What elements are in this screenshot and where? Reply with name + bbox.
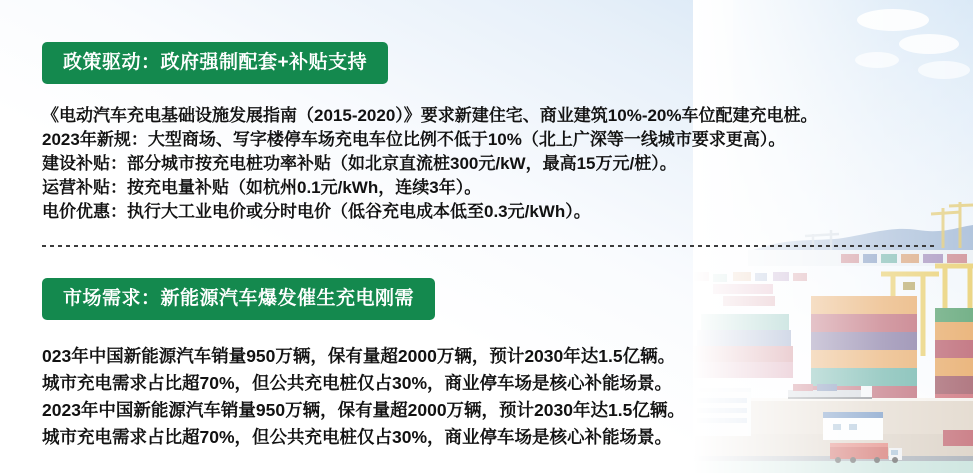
- market-section: [42, 278, 685, 451]
- market-text: [42, 343, 685, 451]
- policy-line-5: 电价优惠：执行大工业电价或分时电价（低谷充电成本低至0.3元/kWh）。: [42, 202, 591, 221]
- market-line-1: 023年中国新能源汽车销量950万辆，保有量超2000万辆，预计2030年达1.5亿辆。: [42, 346, 676, 366]
- market-line-2: 城市充电需求占比超70%，但公共充电桩仅占30%，商业停车场是核心补能场景。: [42, 373, 673, 393]
- policy-section: [42, 42, 818, 224]
- dashed-divider: [42, 245, 937, 247]
- market-line-3: 2023年中国新能源汽车销量950万辆，保有量超2000万辆，预计2030年达1.5亿辆。: [42, 400, 685, 420]
- policy-line-3: 建设补贴：部分城市按充电桩功率补贴（如北京直流桩300元/kW，最高15万元/桩）。: [42, 154, 677, 173]
- market-badge: 市场需求：新能源汽车爆发催生充电刚需: [42, 278, 435, 320]
- market-line-4: 城市充电需求占比超70%，但公共充电桩仅占30%，商业停车场是核心补能场景。: [42, 427, 673, 447]
- policy-line-1: 《电动汽车充电基础设施发展指南（2015-2020）》要求新建住宅、商业建筑10%-20%车位配建充电桩。: [42, 106, 818, 125]
- policy-text: [42, 104, 818, 224]
- policy-line-4: 运营补贴：按充电量补贴（如杭州0.1元/kWh，连续3年）。: [42, 178, 482, 197]
- policy-badge: 政策驱动：政府强制配套+补贴支持: [42, 42, 388, 84]
- policy-line-2: 2023年新规：大型商场、写字楼停车场充电车位比例不低于10%（北上广深等一线城市要求更高）。: [42, 130, 786, 149]
